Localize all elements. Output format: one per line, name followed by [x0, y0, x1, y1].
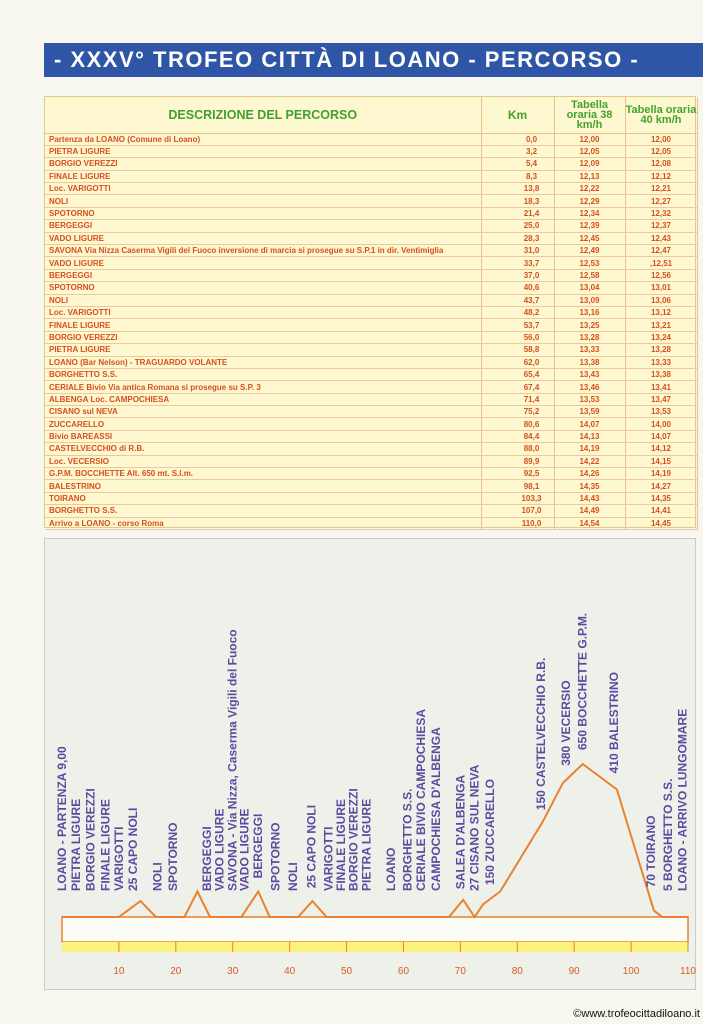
place-label: LOANO [383, 847, 398, 891]
elevation-line [62, 764, 688, 917]
row-km: 48,2 [481, 306, 554, 318]
row-km: 92,5 [481, 468, 554, 480]
row-km: 43,7 [481, 294, 554, 306]
row-time-38: 12,29 [554, 195, 625, 207]
row-km: 88,0 [481, 443, 554, 455]
place-label: BERGEGGI [200, 826, 215, 891]
row-km: 21,4 [481, 207, 554, 219]
table-row [45, 331, 697, 343]
row-time-38: 14,54 [554, 517, 625, 529]
km-tick-label: 80 [511, 966, 523, 977]
table-row [45, 368, 697, 380]
row-description: ZUCCARELLO [45, 418, 481, 430]
row-time-38: 14,13 [554, 430, 625, 442]
km-tick-label: 90 [568, 966, 580, 977]
row-description: SAVONA Via Nizza Caserma Vigili del Fuoco inversione di marcia si prosegue su S.P.1 in dir. Ventimiglia [45, 245, 481, 257]
row-description: Loc. VARIGOTTI [45, 306, 481, 318]
table-row [45, 455, 697, 467]
row-time-40: 13,12 [625, 306, 697, 318]
row-km: 28,3 [481, 232, 554, 244]
row-km: 18,3 [481, 195, 554, 207]
row-description: TOIRANO [45, 492, 481, 504]
row-time-40: 12,12 [625, 170, 697, 182]
place-label: 25 CAPO NOLI [126, 807, 141, 891]
row-km: 107,0 [481, 505, 554, 517]
page-title: - XXXV° TROFEO CITTÀ DI LOANO - PERCORSO - [44, 43, 703, 77]
km-tick-label: 110 [680, 966, 696, 977]
place-label: 150 CASTELVECCHIO R.B. [534, 657, 549, 811]
row-time-38: 12,13 [554, 170, 625, 182]
row-time-40: 13,33 [625, 356, 697, 368]
table-row [45, 505, 697, 517]
place-label: BORGHETTO S.S. [400, 788, 415, 891]
table-row [45, 306, 697, 318]
row-km: 84,4 [481, 430, 554, 442]
km-tick-label: 100 [622, 966, 640, 977]
row-description: VADO LIGURE [45, 232, 481, 244]
row-description: BERGEGGI [45, 269, 481, 281]
row-description: Arrivo a LOANO - corso Roma [45, 517, 481, 529]
table-row [45, 418, 697, 430]
row-description: Loc. VARIGOTTI [45, 183, 481, 195]
row-time-38: 12,39 [554, 220, 625, 232]
place-label: CERIALE BIVIO CAMPOCHIESA [414, 708, 429, 891]
elevation-profile [44, 538, 696, 990]
row-km: 8,3 [481, 170, 554, 182]
place-label: 5 BORGHETTO S.S. [661, 778, 676, 891]
place-label: 650 BOCCHETTE G.P.M. [575, 612, 590, 750]
table-row [45, 133, 697, 145]
row-description: SPOTORNO [45, 282, 481, 294]
row-time-38: 13,38 [554, 356, 625, 368]
row-km: 89,9 [481, 455, 554, 467]
row-description: BALESTRINO [45, 480, 481, 492]
place-label: FINALE LIGURE [98, 799, 113, 891]
km-tick-label: 50 [340, 966, 353, 977]
row-km: 0,0 [481, 133, 554, 145]
row-time-40: 13,41 [625, 381, 697, 393]
row-km: 5,4 [481, 158, 554, 170]
place-label: NOLI [286, 862, 301, 891]
row-km: 71,4 [481, 393, 554, 405]
row-description: NOLI [45, 195, 481, 207]
row-time-40: 12,32 [625, 207, 697, 219]
table-row [45, 195, 697, 207]
row-description: BORGHETTO S.S. [45, 368, 481, 380]
table-row [45, 443, 697, 455]
table-row [45, 517, 697, 529]
table-row [45, 294, 697, 306]
row-time-40: 13,38 [625, 368, 697, 380]
row-time-38: 13,43 [554, 368, 625, 380]
km-tick-label: 60 [397, 966, 410, 977]
row-description: BORGIO VEREZZI [45, 158, 481, 170]
place-label: SPOTORNO [268, 822, 283, 891]
row-time-40: 14,07 [625, 430, 697, 442]
row-km: 62,0 [481, 356, 554, 368]
row-time-40: 12,47 [625, 245, 697, 257]
place-label: CAMPOCHIESA D'ALBENGA [428, 727, 443, 891]
place-label: 410 BALESTRINO [607, 672, 621, 774]
row-time-38: 13,09 [554, 294, 625, 306]
row-time-38: 13,59 [554, 406, 625, 418]
row-description: FINALE LIGURE [45, 319, 481, 331]
table-row [45, 492, 697, 504]
place-label: 70 TOIRANO [644, 815, 658, 888]
row-time-40: 13,28 [625, 344, 697, 356]
row-time-38: 13,25 [554, 319, 625, 331]
row-km: 67,4 [481, 381, 554, 393]
table-row [45, 393, 697, 405]
header-km: Km [481, 97, 554, 133]
place-label: BERGEGGI [250, 813, 265, 879]
row-time-40: 12,08 [625, 158, 697, 170]
place-label: NOLI [150, 862, 165, 891]
table-row [45, 145, 697, 157]
row-km: 33,7 [481, 257, 554, 269]
table-header-row [45, 97, 697, 133]
row-time-38: 12,49 [554, 245, 625, 257]
km-tick-label: 10 [113, 966, 125, 977]
row-time-38: 13,04 [554, 282, 625, 294]
row-description: BORGIO VEREZZI [45, 331, 481, 343]
header-timetable-40: Tabella oraria 40 km/h [625, 97, 697, 133]
km-tick-label: 40 [284, 966, 296, 977]
row-time-38: 13,46 [554, 381, 625, 393]
table-row [45, 220, 697, 232]
row-time-38: 12,05 [554, 145, 625, 157]
place-label: SAVONA - Via Nizza, Caserma Vigili del Fuoco [225, 629, 240, 891]
table-row [45, 232, 697, 244]
row-km: 80,6 [481, 418, 554, 430]
row-km: 53,7 [481, 319, 554, 331]
row-km: 103,3 [481, 492, 554, 504]
row-time-40: 12,05 [625, 145, 697, 157]
row-time-40: 13,01 [625, 282, 697, 294]
row-time-40: ,12,51 [625, 257, 697, 269]
row-time-40: 13,53 [625, 406, 697, 418]
row-time-38: 14,43 [554, 492, 625, 504]
table-row [45, 356, 697, 368]
row-time-38: 12,45 [554, 232, 625, 244]
row-time-38: 13,53 [554, 393, 625, 405]
row-description: SPOTORNO [45, 207, 481, 219]
row-km: 58,8 [481, 344, 554, 356]
row-km: 25,0 [481, 220, 554, 232]
row-time-38: 13,16 [554, 306, 625, 318]
table-row [45, 257, 697, 269]
row-time-38: 12,34 [554, 207, 625, 219]
row-km: 65,4 [481, 368, 554, 380]
profile-base [62, 917, 688, 942]
place-label: VARIGOTTI [111, 826, 126, 891]
km-tick-label: 70 [454, 966, 466, 977]
row-description: Partenza da LOANO (Comune di Loano) [45, 133, 481, 145]
row-time-40: 12,27 [625, 195, 697, 207]
row-time-40: 14,19 [625, 468, 697, 480]
table-row [45, 183, 697, 195]
row-time-38: 12,09 [554, 158, 625, 170]
row-time-38: 12,53 [554, 257, 625, 269]
table-row [45, 207, 697, 219]
place-label: VARIGOTTI [321, 826, 336, 891]
place-label: SALEA D'ALBENGA [453, 774, 468, 890]
row-time-38: 12,00 [554, 133, 625, 145]
km-tick-label: 20 [170, 966, 182, 977]
km-tick-label: 30 [227, 966, 239, 977]
row-km: 31,0 [481, 245, 554, 257]
row-km: 75,2 [481, 406, 554, 418]
header-timetable-38: Tabella oraria 38 km/h [554, 97, 625, 133]
row-description: PIETRA LIGURE [45, 145, 481, 157]
table-row [45, 319, 697, 331]
table-row [45, 468, 697, 480]
row-description: FINALE LIGURE [45, 170, 481, 182]
place-label: VADO LIGURE [237, 808, 252, 891]
place-label: PIETRA LIGURE [69, 798, 84, 891]
row-description: ALBENGA Loc. CAMPOCHIESA [45, 393, 481, 405]
place-label: PIETRA LIGURE [359, 798, 374, 891]
row-description: CERIALE Bivio Via antica Romana si prosegue su S.P. 3 [45, 381, 481, 393]
row-time-38: 14,22 [554, 455, 625, 467]
row-time-40: 14,12 [625, 443, 697, 455]
place-label: VADO LIGURE [212, 808, 227, 891]
profile-band [62, 942, 688, 952]
row-time-40: 14,27 [625, 480, 697, 492]
table-row [45, 158, 697, 170]
row-time-40: 12,43 [625, 232, 697, 244]
table-row [45, 344, 697, 356]
row-description: G.P.M. BOCCHETTE Alt. 650 mt. S.l.m. [45, 468, 481, 480]
row-time-38: 12,22 [554, 183, 625, 195]
row-description: Loc. VECERSIO [45, 455, 481, 467]
row-time-40: 14,45 [625, 517, 697, 529]
row-description: LOANO (Bar Nelson) - TRAGUARDO VOLANTE [45, 356, 481, 368]
row-km: 37,0 [481, 269, 554, 281]
row-time-40: 12,21 [625, 183, 697, 195]
row-km: 98,1 [481, 480, 554, 492]
row-time-40: 12,56 [625, 269, 697, 281]
footer-credit: ©www.trofeocittadiloano.it [573, 1008, 700, 1020]
row-time-40: 12,00 [625, 133, 697, 145]
row-time-38: 14,19 [554, 443, 625, 455]
table-row [45, 245, 697, 257]
place-label: BORGIO VEREZZI [83, 788, 98, 891]
row-km: 13,8 [481, 183, 554, 195]
row-description: BERGEGGI [45, 220, 481, 232]
row-time-40: 14,15 [625, 455, 697, 467]
table-row [45, 282, 697, 294]
table-row [45, 269, 697, 281]
row-time-38: 14,07 [554, 418, 625, 430]
place-label: FINALE LIGURE [333, 799, 348, 891]
route-table [44, 96, 696, 528]
place-label: SPOTORNO [166, 822, 180, 891]
place-label: 150 ZUCCARELLO [483, 779, 497, 886]
row-time-40: 13,21 [625, 319, 697, 331]
header-description: DESCRIZIONE DEL PERCORSO [45, 97, 481, 133]
row-description: Bivio BAREASSI [45, 430, 481, 442]
row-time-38: 14,26 [554, 468, 625, 480]
place-label: LOANO - PARTENZA 9,00 [55, 746, 69, 891]
row-km: 3,2 [481, 145, 554, 157]
table-row [45, 480, 697, 492]
place-label: 27 CISANO SUL NEVA [467, 764, 482, 891]
table-row [45, 430, 697, 442]
row-description: PIETRA LIGURE [45, 344, 481, 356]
row-description: CASTELVECCHIO di R.B. [45, 443, 481, 455]
row-description: NOLI [45, 294, 481, 306]
row-description: CISANO sul NEVA [45, 406, 481, 418]
place-label: 380 VECERSIO [559, 680, 574, 766]
row-time-40: 14,35 [625, 492, 697, 504]
row-time-40: 13,24 [625, 331, 697, 343]
table-row [45, 170, 697, 182]
table-row [45, 381, 697, 393]
place-label: BORGIO VEREZZI [346, 788, 361, 891]
profile-chart [45, 539, 697, 991]
row-description: VADO LIGURE [45, 257, 481, 269]
row-time-38: 12,58 [554, 269, 625, 281]
row-time-38: 13,33 [554, 344, 625, 356]
row-km: 40,6 [481, 282, 554, 294]
row-time-40: 12,37 [625, 220, 697, 232]
row-km: 110,0 [481, 517, 554, 529]
table-row [45, 406, 697, 418]
row-time-38: 14,35 [554, 480, 625, 492]
place-label: 25 CAPO NOLI [304, 804, 319, 889]
place-label: LOANO - ARRIVO LUNGOMARE [675, 708, 690, 891]
row-time-40: 14,00 [625, 418, 697, 430]
row-time-40: 14,41 [625, 505, 697, 517]
row-time-38: 14,49 [554, 505, 625, 517]
row-km: 56,0 [481, 331, 554, 343]
row-description: BORGHETTO S.S. [45, 505, 481, 517]
row-time-38: 13,28 [554, 331, 625, 343]
row-time-40: 13,47 [625, 393, 697, 405]
row-time-40: 13,06 [625, 294, 697, 306]
